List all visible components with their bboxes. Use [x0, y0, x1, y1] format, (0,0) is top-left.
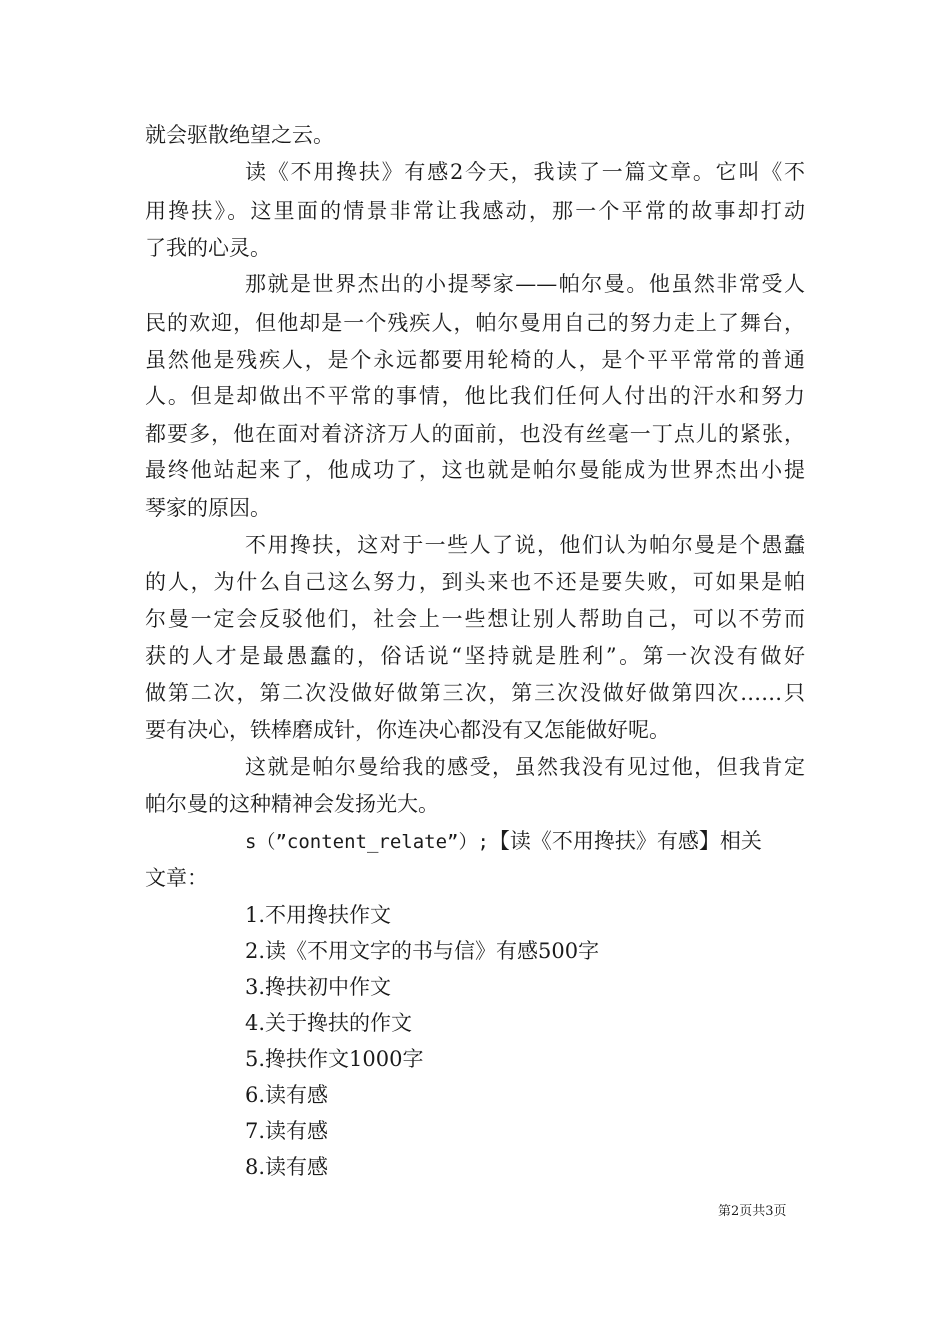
paragraph-3-line-7: 琴家的原因。 — [145, 496, 271, 520]
paragraph-3-line-4: 人。但是却做出不平常的事情，他比我们任何人付出的汗水和努力 — [145, 384, 805, 408]
related-heading-line-1 — [245, 826, 762, 857]
paragraph-5-line-1: 这就是帕尔曼给我的感受，虽然我没有见过他，但我肯定 — [245, 755, 805, 779]
related-list-item-8[interactable]: 8.读有感 — [245, 1155, 329, 1179]
paragraph-2-line-1: 读《不用搀扶》有感2今天，我读了一篇文章。它叫《不 — [245, 160, 805, 184]
page-footer: 第2页共3页 — [718, 1204, 787, 1219]
paragraph-2-line-3: 了我的心灵。 — [145, 236, 271, 260]
related-list-item-6[interactable]: 6.读有感 — [245, 1083, 329, 1107]
paragraph-4-line-4: 获的人才是最愚蠢的，俗话说“坚持就是胜利”。第一次没有做好 — [145, 644, 805, 668]
related-code-text: s（”content_relate”）; — [245, 831, 489, 853]
related-heading-text: 【读《不用搀扶》有感】相关 — [488, 829, 762, 853]
paragraph-2-line-2: 用搀扶》。这里面的情景非常让我感动，那一个平常的故事却打动 — [145, 199, 805, 223]
paragraph-3-line-1: 那就是世界杰出的小提琴家——帕尔曼。他虽然非常受人 — [245, 272, 805, 296]
paragraph-3-line-3: 虽然他是残疾人，是个永远都要用轮椅的人，是个平平常常的普通 — [145, 348, 805, 372]
paragraph-4-line-5: 做第二次，第二次没做好做第三次，第三次没做好做第四次……只 — [145, 681, 805, 705]
paragraph-4-line-2: 的人，为什么自己这么努力，到头来也不还是要失败，可如果是帕 — [145, 570, 805, 594]
related-list-item-5[interactable]: 5.搀扶作文1000字 — [245, 1047, 424, 1071]
paragraph-3-line-5: 都要多，他在面对着济济万人的面前，也没有丝毫一丁点儿的紧张， — [145, 422, 805, 446]
related-list-item-7[interactable]: 7.读有感 — [245, 1119, 329, 1143]
paragraph-3-line-6: 最终他站起来了，他成功了，这也就是帕尔曼能成为世界杰出小提 — [145, 458, 805, 482]
paragraph-3-line-2: 民的欢迎，但他却是一个残疾人，帕尔曼用自己的努力走上了舞台， — [145, 311, 805, 335]
related-list-item-3[interactable]: 3.搀扶初中作文 — [245, 975, 392, 999]
related-list-item-4[interactable]: 4.关于搀扶的作文 — [245, 1011, 413, 1035]
paragraph-4-line-6: 要有决心，铁棒磨成针，你连决心都没有又怎能做好呢。 — [145, 718, 670, 742]
related-list-item-1[interactable]: 1.不用搀扶作文 — [245, 903, 392, 927]
paragraph-4-line-3: 尔曼一定会反驳他们，社会上一些想让别人帮助自己，可以不劳而 — [145, 607, 805, 631]
related-heading-line-2: 文章： — [145, 866, 208, 890]
related-list-item-2[interactable]: 2.读《不用文字的书与信》有感500字 — [245, 939, 600, 963]
paragraph-5-line-2: 帕尔曼的这种精神会发扬光大。 — [145, 792, 439, 816]
paragraph-4-line-1: 不用搀扶，这对于一些人了说，他们认为帕尔曼是个愚蠢 — [245, 533, 805, 557]
paragraph-1-line-1: 就会驱散绝望之云。 — [145, 123, 334, 147]
